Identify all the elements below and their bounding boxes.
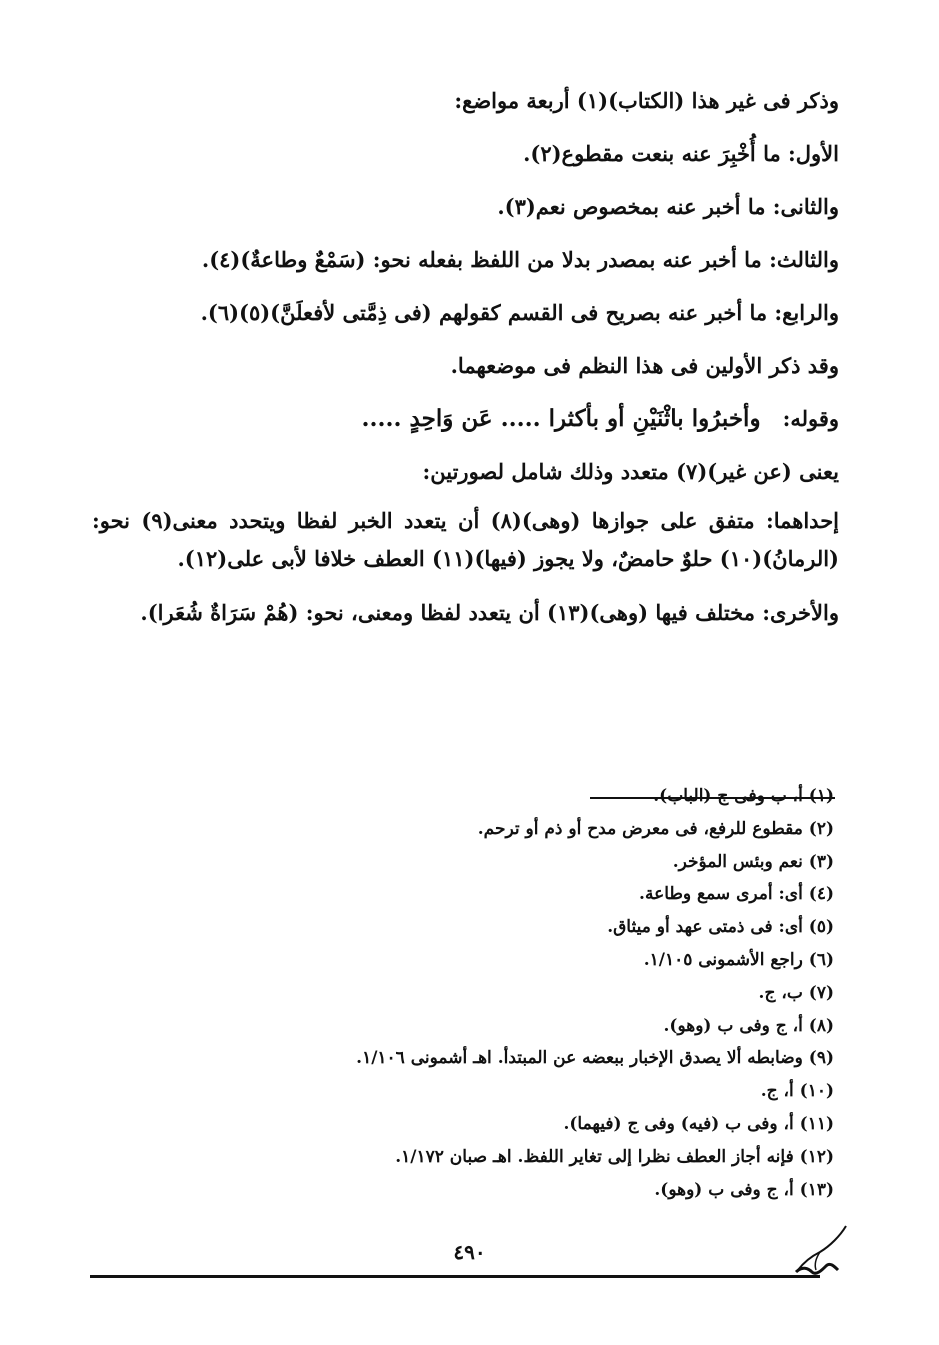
verse-intro: وقوله: <box>782 406 839 431</box>
page-number: ٤٩٠ <box>453 1240 486 1264</box>
text-line: والثانى: ما أخبر عنه بمخصوص نعم(٣). <box>497 194 839 219</box>
paragraph: والأخرى: مختلف فيها (وهى)(١٣) أن يتعدد لفظا ومعنى، نحو: (هُمْ سَرَاةٌ شُعَرا). <box>140 600 839 625</box>
footnote: (٧) ب، ج. <box>758 982 834 1003</box>
footnote: (١) أ، ب وفى ج (الباب). <box>653 786 834 806</box>
signature-mark <box>790 1222 850 1280</box>
footnote: (١١) أ، وفى ب (فيه) وفى ج (فيهما). <box>563 1113 834 1134</box>
footnote: (٢) مقطوع للرفع، فى معرض مدح أو ذم أو ترحم. <box>477 818 834 839</box>
footnote: (٣) نعم وبئس المؤخر. <box>672 851 834 872</box>
text-line: وقد ذكر الأولين فى هذا النظم فى موضعهما. <box>450 353 839 378</box>
text-line: الأول: ما أُخْبِرَ عنه بنعت مقطوع(٢). <box>523 141 839 166</box>
paragraph: إحداهما: متفق على جوازها (وهى)(٨) أن يتعدد الخبر لفظا ويتحدد معنى(٩) نحو: (الرمانُ)(١٠) حلوٌ حامضٌ، ولا يجوز (فيها)(١١) العطف خلافا لأبى على(١٢). <box>92 508 840 571</box>
footnote: (٦) راجع الأشمونى ١/١٠٥. <box>643 949 834 970</box>
main-text <box>92 78 839 648</box>
footnote: (٥) أى: فى ذمتى عهد أو ميثاق. <box>607 917 834 938</box>
footnote: (١٢) فإنه أجاز العطف نظرا إلى تغاير اللفظ. اهـ صبان ١/١٧٢. <box>395 1146 834 1167</box>
footnotes <box>150 780 834 1206</box>
verse-line <box>92 396 839 449</box>
footnote: (١٣) أ، ج وفى ب (وهو). <box>654 1179 834 1200</box>
verse-text: وأخبرُوا باثْنَيْنِ أو بأكثرا ..... عَن وَاحِدٍ ..... <box>361 405 761 432</box>
text-line: يعنى (عن غير)(٧) متعدد وذلك شامل لصورتين: <box>422 459 839 484</box>
footnote: (٤) أى: أمرى سمع وطاعة. <box>639 884 834 905</box>
text-line: والثالث: ما أخبر عنه بمصدر بدلا من اللفظ بفعله نحو: (سَمْعٌ وطاعةٌ)(٤). <box>201 247 839 272</box>
text-line: وذكر فى غير هذا (الكتاب)(١) أربعة مواضع: <box>454 88 839 113</box>
footnote: (٨) أ، ج وفى ب (وهو). <box>663 1015 834 1036</box>
footnote: (١٠) أ، ج. <box>760 1081 834 1102</box>
footnote: (٩) وضابطه ألا يصدق الإخبار ببعضه عن المبتدأ. اهـ أشمونى ١/١٠٦. <box>356 1048 834 1069</box>
text-line: والرابع: ما أخبر عنه بصريح فى القسم كقولهم (فى ذِمَّتى لأفعلَنَّ)(٥)(٦). <box>200 300 839 325</box>
bottom-rule <box>90 1275 820 1278</box>
